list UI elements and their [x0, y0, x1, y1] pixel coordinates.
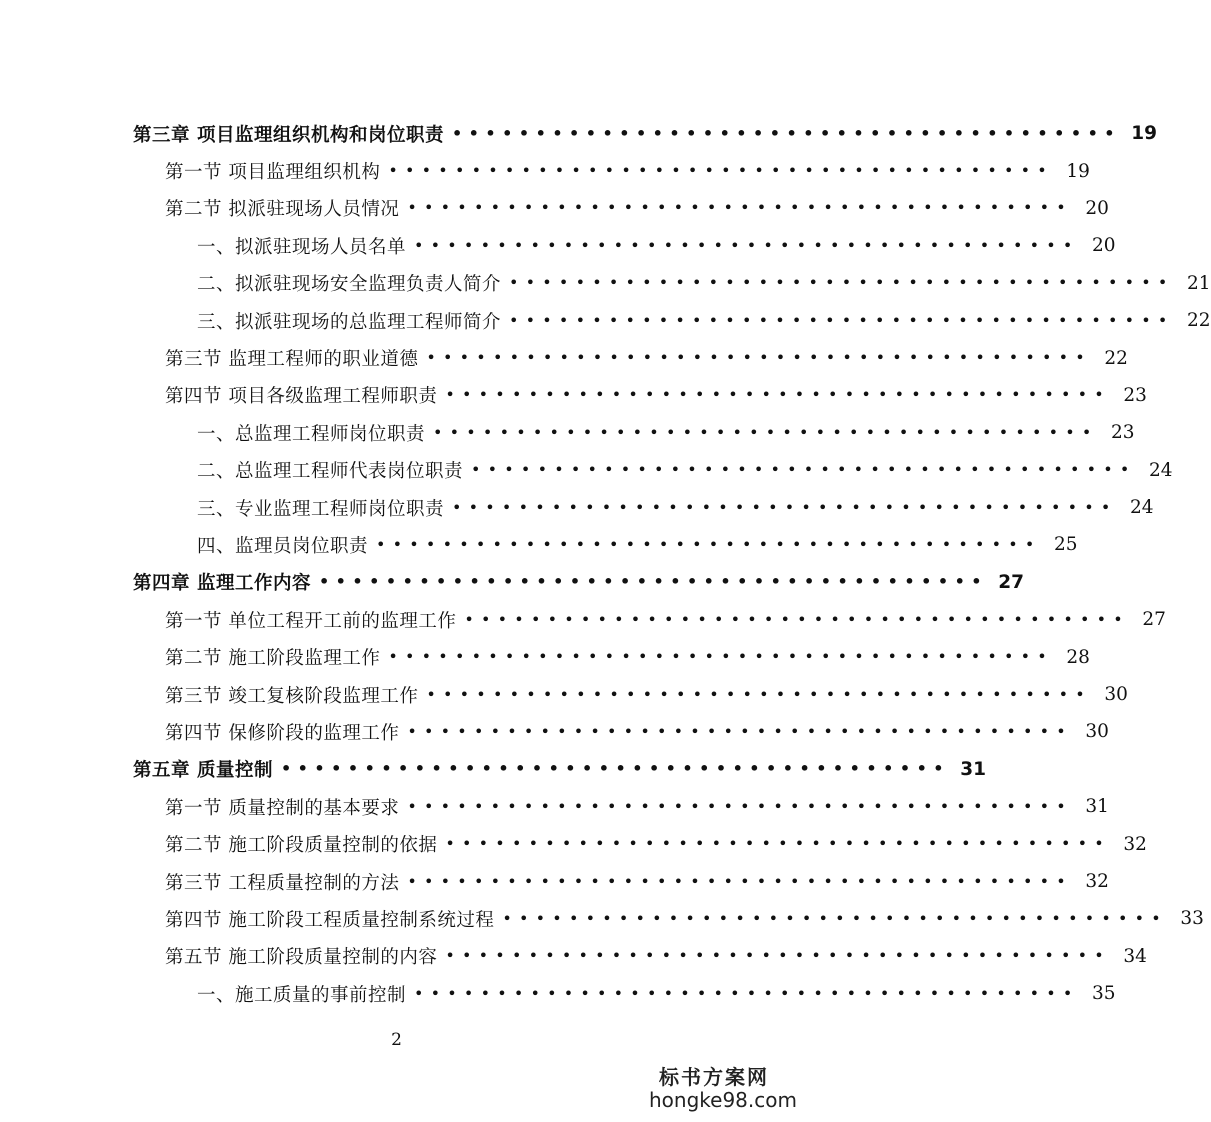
toc-entry-page: 30 [1085, 721, 1109, 743]
toc-entry[interactable] [0, 751, 987, 788]
toc-entry[interactable] [0, 601, 1166, 638]
toc-entry-title: 第二节 拟派驻现场人员情况 [165, 199, 400, 221]
toc-entry-title: 第一节 质量控制的基本要求 [165, 797, 400, 819]
toc-entry[interactable] [0, 526, 1078, 563]
toc-entry-page: 28 [1066, 646, 1090, 668]
toc-entry[interactable] [0, 938, 1147, 975]
toc-leader-dots: •••••••••••••••••••••••••••••••••••••••• [426, 684, 1092, 704]
toc-entry-title: 三、拟派驻现场的总监理工程师简介 [197, 311, 502, 333]
toc-entry[interactable] [0, 713, 1109, 750]
toc-entry[interactable] [0, 377, 1147, 414]
toc-entry-page: 31 [1085, 796, 1109, 818]
toc-entry-title: 第四节 施工阶段工程质量控制系统过程 [165, 909, 495, 931]
toc-entry-page: 19 [1066, 160, 1090, 182]
toc-entry[interactable] [0, 788, 1109, 825]
toc-entry-page: 35 [1091, 983, 1116, 1005]
toc-entry[interactable] [0, 863, 1109, 900]
toc-entry-page: 32 [1123, 833, 1147, 855]
toc-leader-dots: •••••••••••••••••••••••••••••••••••••••• [452, 497, 1118, 517]
toc-leader-dots: •••••••••••••••••••••••••••••••••••••••• [318, 572, 989, 592]
toc-entry[interactable] [0, 265, 1211, 302]
toc-entry-title: 第四节 保修阶段的监理工作 [165, 722, 400, 744]
toc-entry-title: 一、拟派驻现场人员名单 [197, 236, 407, 258]
toc-entry-page: 20 [1091, 235, 1116, 257]
toc-entry-title: 第五节 施工阶段质量控制的内容 [165, 947, 438, 969]
toc-entry-page: 22 [1186, 310, 1211, 332]
toc-entry-title: 第三节 竣工复核阶段监理工作 [165, 685, 419, 707]
toc-entry[interactable] [0, 900, 1204, 937]
toc-leader-dots: •••••••••••••••••••••••••••••••••••••••• [407, 721, 1073, 741]
toc-leader-dots: •••••••••••••••••••••••••••••••••••••••• [388, 647, 1054, 667]
toc-entry[interactable] [0, 975, 1116, 1012]
toc-entry-page: 24 [1129, 497, 1154, 519]
toc-leader-dots: •••••••••••••••••••••••••••••••••••••••• [376, 534, 1042, 554]
toc-leader-dots: •••••••••••••••••••••••••••••••••••••••• [445, 385, 1111, 405]
toc-entry[interactable] [0, 452, 1173, 489]
toc-entry[interactable] [0, 227, 1116, 264]
toc-entry[interactable] [0, 638, 1090, 675]
toc-entry[interactable] [0, 489, 1154, 526]
toc-entry-title: 第一节 单位工程开工前的监理工作 [165, 610, 457, 632]
toc-entry[interactable] [0, 190, 1109, 227]
toc-leader-dots: •••••••••••••••••••••••••••••••••••••••• [414, 235, 1080, 255]
toc-leader-dots: •••••••••••••••••••••••••••••••••••••••• [280, 759, 951, 779]
toc-entry-page: 33 [1180, 908, 1204, 930]
toc-entry-page: 24 [1148, 459, 1173, 481]
toc-entry-title: 二、总监理工程师代表岗位职责 [197, 461, 464, 483]
toc-leader-dots: •••••••••••••••••••••••••••••••••••••••• [445, 834, 1111, 854]
toc-entry-page: 23 [1110, 422, 1135, 444]
toc-leader-dots: •••••••••••••••••••••••••••••••••••••••• [445, 946, 1111, 966]
toc-leader-dots: •••••••••••••••••••••••••••••••••••••••• [464, 609, 1130, 629]
toc-entry-title: 第三节 监理工程师的职业道德 [165, 349, 419, 371]
toc-leader-dots: •••••••••••••••••••••••••••••••••••••••• [451, 123, 1122, 143]
toc-entry-page: 25 [1053, 534, 1078, 556]
toc-leader-dots: •••••••••••••••••••••••••••••••••••••••• [471, 460, 1137, 480]
toc-entry-page: 30 [1104, 684, 1128, 706]
toc-leader-dots: •••••••••••••••••••••••••••••••••••••••• [502, 908, 1168, 928]
table-of-contents [0, 115, 1211, 1012]
toc-leader-dots: •••••••••••••••••••••••••••••••••••••••• [407, 198, 1073, 218]
toc-entry-page: 27 [998, 571, 1025, 593]
toc-entry[interactable] [0, 676, 1128, 713]
toc-entry-title: 第四节 项目各级监理工程师职责 [165, 386, 438, 408]
toc-entry-page: 34 [1123, 945, 1147, 967]
toc-entry[interactable] [0, 152, 1090, 189]
toc-entry-title: 一、总监理工程师岗位职责 [197, 423, 426, 445]
watermark-text-url: hongke98.com [649, 1088, 797, 1112]
toc-entry-page: 32 [1085, 871, 1109, 892]
toc-entry-title: 第四章 监理工作内容 [133, 573, 311, 595]
toc-entry-page: 20 [1085, 197, 1109, 219]
toc-entry[interactable] [0, 302, 1211, 339]
toc-entry-title: 第一节 项目监理组织机构 [165, 162, 381, 184]
toc-entry[interactable] [0, 115, 1158, 152]
toc-leader-dots: •••••••••••••••••••••••••••••••••••••••• [388, 161, 1054, 181]
toc-leader-dots: •••••••••••••••••••••••••••••••••••••••• [433, 422, 1099, 442]
toc-leader-dots: •••••••••••••••••••••••••••••••••••••••• [426, 348, 1092, 368]
toc-leader-dots: •••••••••••••••••••••••••••••••••••••••• [509, 273, 1175, 293]
toc-entry[interactable] [0, 564, 1025, 601]
toc-entry-title: 四、监理员岗位职责 [197, 535, 369, 557]
toc-leader-dots: •••••••••••••••••••••••••••••••••••••••• [407, 796, 1073, 816]
toc-entry-title: 第五章 质量控制 [133, 760, 273, 782]
toc-entry-page: 21 [1186, 272, 1211, 294]
toc-entry-title: 第二节 施工阶段监理工作 [165, 648, 381, 670]
toc-entry-page: 22 [1104, 347, 1128, 369]
toc-leader-dots: •••••••••••••••••••••••••••••••••••••••• [407, 871, 1073, 891]
toc-entry-title: 第二节 施工阶段质量控制的依据 [165, 835, 438, 857]
watermark-text-cn: 标书方案网 [659, 1065, 769, 1089]
toc-entry-title: 三、专业监理工程师岗位职责 [197, 498, 445, 520]
toc-leader-dots: •••••••••••••••••••••••••••••••••••••••• [414, 983, 1080, 1003]
toc-entry-page: 23 [1123, 384, 1147, 406]
toc-entry-title: 第三章 项目监理组织机构和岗位职责 [133, 124, 444, 146]
toc-entry[interactable] [0, 339, 1128, 376]
toc-leader-dots: •••••••••••••••••••••••••••••••••••••••• [509, 310, 1175, 330]
toc-entry-title: 二、拟派驻现场安全监理负责人简介 [197, 274, 502, 296]
page-number: 2 [391, 1030, 402, 1050]
toc-entry-title: 第三节 工程质量控制的方法 [165, 872, 400, 894]
toc-entry-page: 19 [1131, 123, 1158, 145]
toc-entry-title: 一、施工质量的事前控制 [197, 984, 407, 1006]
watermark-logo [649, 1061, 797, 1112]
toc-entry-page: 27 [1142, 609, 1166, 631]
toc-entry-page: 31 [960, 758, 987, 780]
toc-entry[interactable] [0, 825, 1147, 862]
toc-entry[interactable] [0, 414, 1135, 451]
